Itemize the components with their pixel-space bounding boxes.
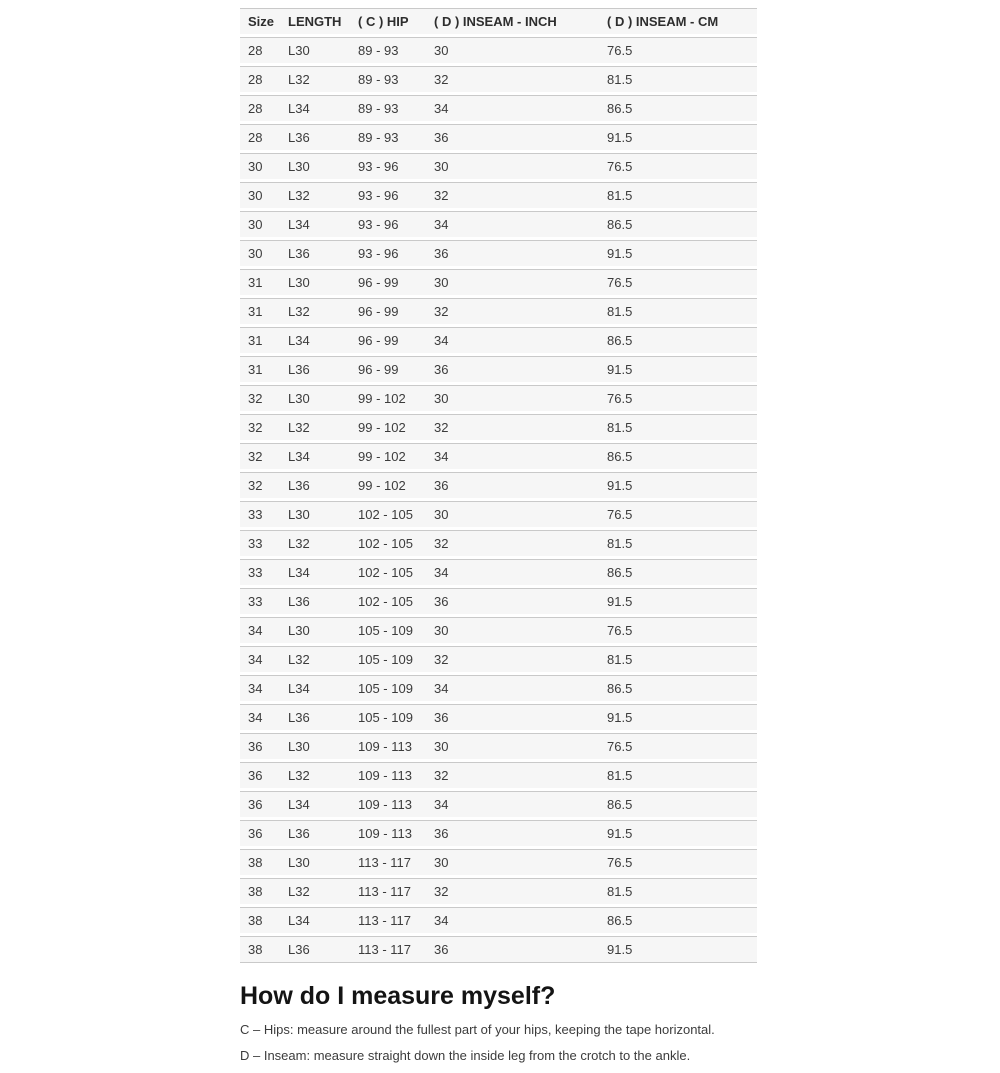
table-cell-size: 32	[240, 443, 280, 469]
table-cell-length: L36	[280, 240, 350, 266]
table-row	[240, 66, 757, 92]
table-cell-size: 34	[240, 617, 280, 643]
table-cell-hip: 99 - 102	[350, 443, 426, 469]
table-cell-size: 32	[240, 414, 280, 440]
table-row	[240, 501, 757, 527]
table-cell-inseam-cm: 76.5	[599, 153, 757, 179]
table-row	[240, 240, 757, 266]
table-cell-inseam-cm: 91.5	[599, 356, 757, 382]
table-row	[240, 95, 757, 121]
table-cell-inseam-cm: 81.5	[599, 762, 757, 788]
table-cell-hip: 93 - 96	[350, 211, 426, 237]
table-cell-length: L36	[280, 356, 350, 382]
size-chart-table	[240, 5, 757, 966]
table-cell-inseam-cm: 86.5	[599, 95, 757, 121]
table-cell-inseam-inch: 32	[426, 414, 599, 440]
table-cell-hip: 93 - 96	[350, 153, 426, 179]
table-cell-size: 30	[240, 240, 280, 266]
table-row	[240, 443, 757, 469]
table-cell-hip: 113 - 117	[350, 936, 426, 963]
table-row	[240, 37, 757, 63]
table-cell-length: L32	[280, 878, 350, 904]
table-cell-inseam-inch: 30	[426, 153, 599, 179]
table-cell-size: 30	[240, 153, 280, 179]
table-row	[240, 124, 757, 150]
table-cell-length: L36	[280, 124, 350, 150]
table-cell-inseam-cm: 81.5	[599, 182, 757, 208]
table-cell-hip: 105 - 109	[350, 704, 426, 730]
table-cell-inseam-cm: 86.5	[599, 443, 757, 469]
table-cell-hip: 99 - 102	[350, 472, 426, 498]
table-cell-hip: 109 - 113	[350, 733, 426, 759]
table-cell-length: L32	[280, 646, 350, 672]
table-row	[240, 849, 757, 875]
table-cell-inseam-inch: 30	[426, 733, 599, 759]
table-cell-hip: 96 - 99	[350, 298, 426, 324]
table-cell-length: L32	[280, 414, 350, 440]
table-cell-inseam-inch: 34	[426, 791, 599, 817]
table-cell-size: 30	[240, 211, 280, 237]
table-cell-hip: 113 - 117	[350, 878, 426, 904]
table-cell-inseam-cm: 91.5	[599, 936, 757, 963]
table-cell-inseam-cm: 86.5	[599, 791, 757, 817]
table-cell-hip: 89 - 93	[350, 95, 426, 121]
table-row	[240, 907, 757, 933]
table-cell-inseam-inch: 36	[426, 124, 599, 150]
table-cell-inseam-cm: 91.5	[599, 588, 757, 614]
table-cell-inseam-inch: 34	[426, 675, 599, 701]
table-cell-inseam-inch: 32	[426, 182, 599, 208]
table-cell-hip: 113 - 117	[350, 849, 426, 875]
table-cell-inseam-cm: 86.5	[599, 211, 757, 237]
table-cell-size: 31	[240, 356, 280, 382]
table-cell-hip: 89 - 93	[350, 37, 426, 63]
table-cell-length: L34	[280, 443, 350, 469]
table-cell-length: L36	[280, 472, 350, 498]
table-cell-length: L30	[280, 849, 350, 875]
table-cell-size: 34	[240, 704, 280, 730]
table-cell-size: 28	[240, 95, 280, 121]
table-cell-size: 36	[240, 762, 280, 788]
table-cell-hip: 105 - 109	[350, 646, 426, 672]
table-row	[240, 704, 757, 730]
table-cell-hip: 89 - 93	[350, 124, 426, 150]
table-cell-length: L30	[280, 153, 350, 179]
table-cell-inseam-cm: 91.5	[599, 240, 757, 266]
table-cell-length: L30	[280, 269, 350, 295]
table-cell-size: 31	[240, 269, 280, 295]
table-cell-inseam-inch: 30	[426, 617, 599, 643]
table-cell-length: L30	[280, 385, 350, 411]
table-cell-inseam-cm: 91.5	[599, 472, 757, 498]
table-row	[240, 820, 757, 846]
table-cell-hip: 93 - 96	[350, 182, 426, 208]
table-cell-inseam-cm: 81.5	[599, 878, 757, 904]
table-cell-size: 38	[240, 936, 280, 963]
table-row	[240, 298, 757, 324]
table-row	[240, 211, 757, 237]
table-cell-hip: 109 - 113	[350, 762, 426, 788]
table-cell-inseam-inch: 30	[426, 269, 599, 295]
table-cell-hip: 99 - 102	[350, 385, 426, 411]
table-cell-inseam-cm: 76.5	[599, 385, 757, 411]
table-cell-inseam-cm: 86.5	[599, 559, 757, 585]
table-cell-length: L30	[280, 733, 350, 759]
table-cell-inseam-inch: 30	[426, 849, 599, 875]
table-cell-hip: 93 - 96	[350, 240, 426, 266]
table-row	[240, 414, 757, 440]
table-cell-length: L32	[280, 182, 350, 208]
table-cell-inseam-inch: 34	[426, 559, 599, 585]
table-cell-inseam-inch: 32	[426, 762, 599, 788]
table-row	[240, 559, 757, 585]
table-cell-inseam-inch: 32	[426, 646, 599, 672]
table-cell-length: L32	[280, 66, 350, 92]
table-cell-inseam-cm: 76.5	[599, 37, 757, 63]
table-row	[240, 646, 757, 672]
column-header-hip: ( C ) HIP	[350, 8, 426, 34]
table-row	[240, 878, 757, 904]
table-cell-size: 33	[240, 530, 280, 556]
measure-heading: How do I measure myself?	[240, 982, 556, 1010]
table-cell-length: L36	[280, 936, 350, 963]
table-cell-hip: 96 - 99	[350, 356, 426, 382]
table-cell-hip: 109 - 113	[350, 820, 426, 846]
table-cell-inseam-cm: 81.5	[599, 530, 757, 556]
table-cell-inseam-inch: 34	[426, 443, 599, 469]
table-cell-size: 32	[240, 385, 280, 411]
table-cell-length: L34	[280, 95, 350, 121]
table-row	[240, 385, 757, 411]
table-cell-hip: 96 - 99	[350, 269, 426, 295]
table-cell-length: L34	[280, 907, 350, 933]
table-cell-inseam-inch: 36	[426, 704, 599, 730]
table-cell-size: 33	[240, 559, 280, 585]
table-cell-length: L32	[280, 762, 350, 788]
size-chart-page	[240, 5, 757, 1073]
table-cell-inseam-cm: 91.5	[599, 124, 757, 150]
table-cell-size: 32	[240, 472, 280, 498]
table-cell-inseam-cm: 76.5	[599, 733, 757, 759]
table-row	[240, 936, 757, 963]
table-row	[240, 762, 757, 788]
table-cell-size: 30	[240, 182, 280, 208]
table-cell-size: 36	[240, 733, 280, 759]
column-header-size: Size	[240, 8, 280, 34]
table-cell-size: 36	[240, 791, 280, 817]
table-cell-hip: 99 - 102	[350, 414, 426, 440]
table-cell-hip: 109 - 113	[350, 791, 426, 817]
table-cell-hip: 105 - 109	[350, 675, 426, 701]
table-cell-hip: 102 - 105	[350, 530, 426, 556]
table-cell-inseam-inch: 34	[426, 95, 599, 121]
table-cell-size: 28	[240, 124, 280, 150]
table-cell-size: 38	[240, 907, 280, 933]
table-cell-inseam-inch: 32	[426, 298, 599, 324]
table-row	[240, 153, 757, 179]
table-cell-hip: 102 - 105	[350, 559, 426, 585]
table-cell-hip: 102 - 105	[350, 501, 426, 527]
table-cell-inseam-cm: 81.5	[599, 298, 757, 324]
column-header-inseam-cm: ( D ) INSEAM - CM	[599, 8, 757, 34]
column-header-length: LENGTH	[280, 8, 350, 34]
table-cell-inseam-cm: 76.5	[599, 269, 757, 295]
table-cell-hip: 96 - 99	[350, 327, 426, 353]
table-row	[240, 472, 757, 498]
table-cell-inseam-inch: 36	[426, 936, 599, 963]
table-cell-size: 31	[240, 298, 280, 324]
table-cell-inseam-cm: 86.5	[599, 907, 757, 933]
table-cell-inseam-inch: 32	[426, 66, 599, 92]
table-cell-inseam-inch: 32	[426, 530, 599, 556]
table-cell-length: L36	[280, 704, 350, 730]
table-cell-size: 36	[240, 820, 280, 846]
table-row	[240, 617, 757, 643]
table-cell-inseam-inch: 36	[426, 356, 599, 382]
table-cell-inseam-inch: 34	[426, 211, 599, 237]
table-cell-inseam-inch: 36	[426, 588, 599, 614]
table-cell-inseam-cm: 81.5	[599, 646, 757, 672]
measure-instruction-inseam: D – Inseam: measure straight down the inside leg from the crotch to the ankle.	[240, 1048, 691, 1063]
table-cell-inseam-cm: 86.5	[599, 675, 757, 701]
table-cell-hip: 113 - 117	[350, 907, 426, 933]
table-cell-size: 31	[240, 327, 280, 353]
table-row	[240, 327, 757, 353]
table-cell-hip: 89 - 93	[350, 66, 426, 92]
table-cell-inseam-cm: 81.5	[599, 66, 757, 92]
table-cell-size: 28	[240, 66, 280, 92]
table-row	[240, 530, 757, 556]
table-cell-inseam-cm: 86.5	[599, 327, 757, 353]
table-cell-inseam-inch: 32	[426, 878, 599, 904]
table-cell-length: L34	[280, 675, 350, 701]
table-cell-inseam-cm: 91.5	[599, 704, 757, 730]
table-cell-length: L34	[280, 791, 350, 817]
table-cell-length: L34	[280, 559, 350, 585]
table-cell-inseam-inch: 36	[426, 240, 599, 266]
table-cell-length: L30	[280, 617, 350, 643]
table-cell-length: L30	[280, 37, 350, 63]
column-header-inseam-inch: ( D ) INSEAM - INCH	[426, 8, 599, 34]
table-cell-inseam-cm: 76.5	[599, 617, 757, 643]
table-cell-inseam-inch: 30	[426, 501, 599, 527]
table-cell-inseam-inch: 30	[426, 37, 599, 63]
table-cell-length: L32	[280, 530, 350, 556]
table-row	[240, 356, 757, 382]
table-cell-inseam-inch: 36	[426, 820, 599, 846]
table-cell-length: L36	[280, 820, 350, 846]
table-cell-inseam-cm: 91.5	[599, 820, 757, 846]
table-row	[240, 269, 757, 295]
table-cell-size: 38	[240, 849, 280, 875]
table-cell-inseam-cm: 76.5	[599, 849, 757, 875]
table-cell-hip: 105 - 109	[350, 617, 426, 643]
table-cell-size: 34	[240, 675, 280, 701]
table-cell-length: L34	[280, 327, 350, 353]
table-cell-inseam-cm: 76.5	[599, 501, 757, 527]
table-cell-inseam-cm: 81.5	[599, 414, 757, 440]
table-row	[240, 182, 757, 208]
table-row	[240, 791, 757, 817]
table-cell-length: L30	[280, 501, 350, 527]
table-cell-size: 33	[240, 501, 280, 527]
table-cell-inseam-inch: 30	[426, 385, 599, 411]
table-cell-size: 38	[240, 878, 280, 904]
table-row	[240, 733, 757, 759]
table-cell-length: L34	[280, 211, 350, 237]
table-cell-length: L32	[280, 298, 350, 324]
table-row	[240, 675, 757, 701]
table-cell-inseam-inch: 34	[426, 327, 599, 353]
table-cell-size: 34	[240, 646, 280, 672]
table-cell-size: 28	[240, 37, 280, 63]
measure-instruction-hips: C – Hips: measure around the fullest part of your hips, keeping the tape horizontal.	[240, 1022, 715, 1037]
table-cell-size: 33	[240, 588, 280, 614]
table-cell-hip: 102 - 105	[350, 588, 426, 614]
table-cell-length: L36	[280, 588, 350, 614]
table-header-row	[240, 8, 757, 34]
table-row	[240, 588, 757, 614]
table-cell-inseam-inch: 34	[426, 907, 599, 933]
table-cell-inseam-inch: 36	[426, 472, 599, 498]
